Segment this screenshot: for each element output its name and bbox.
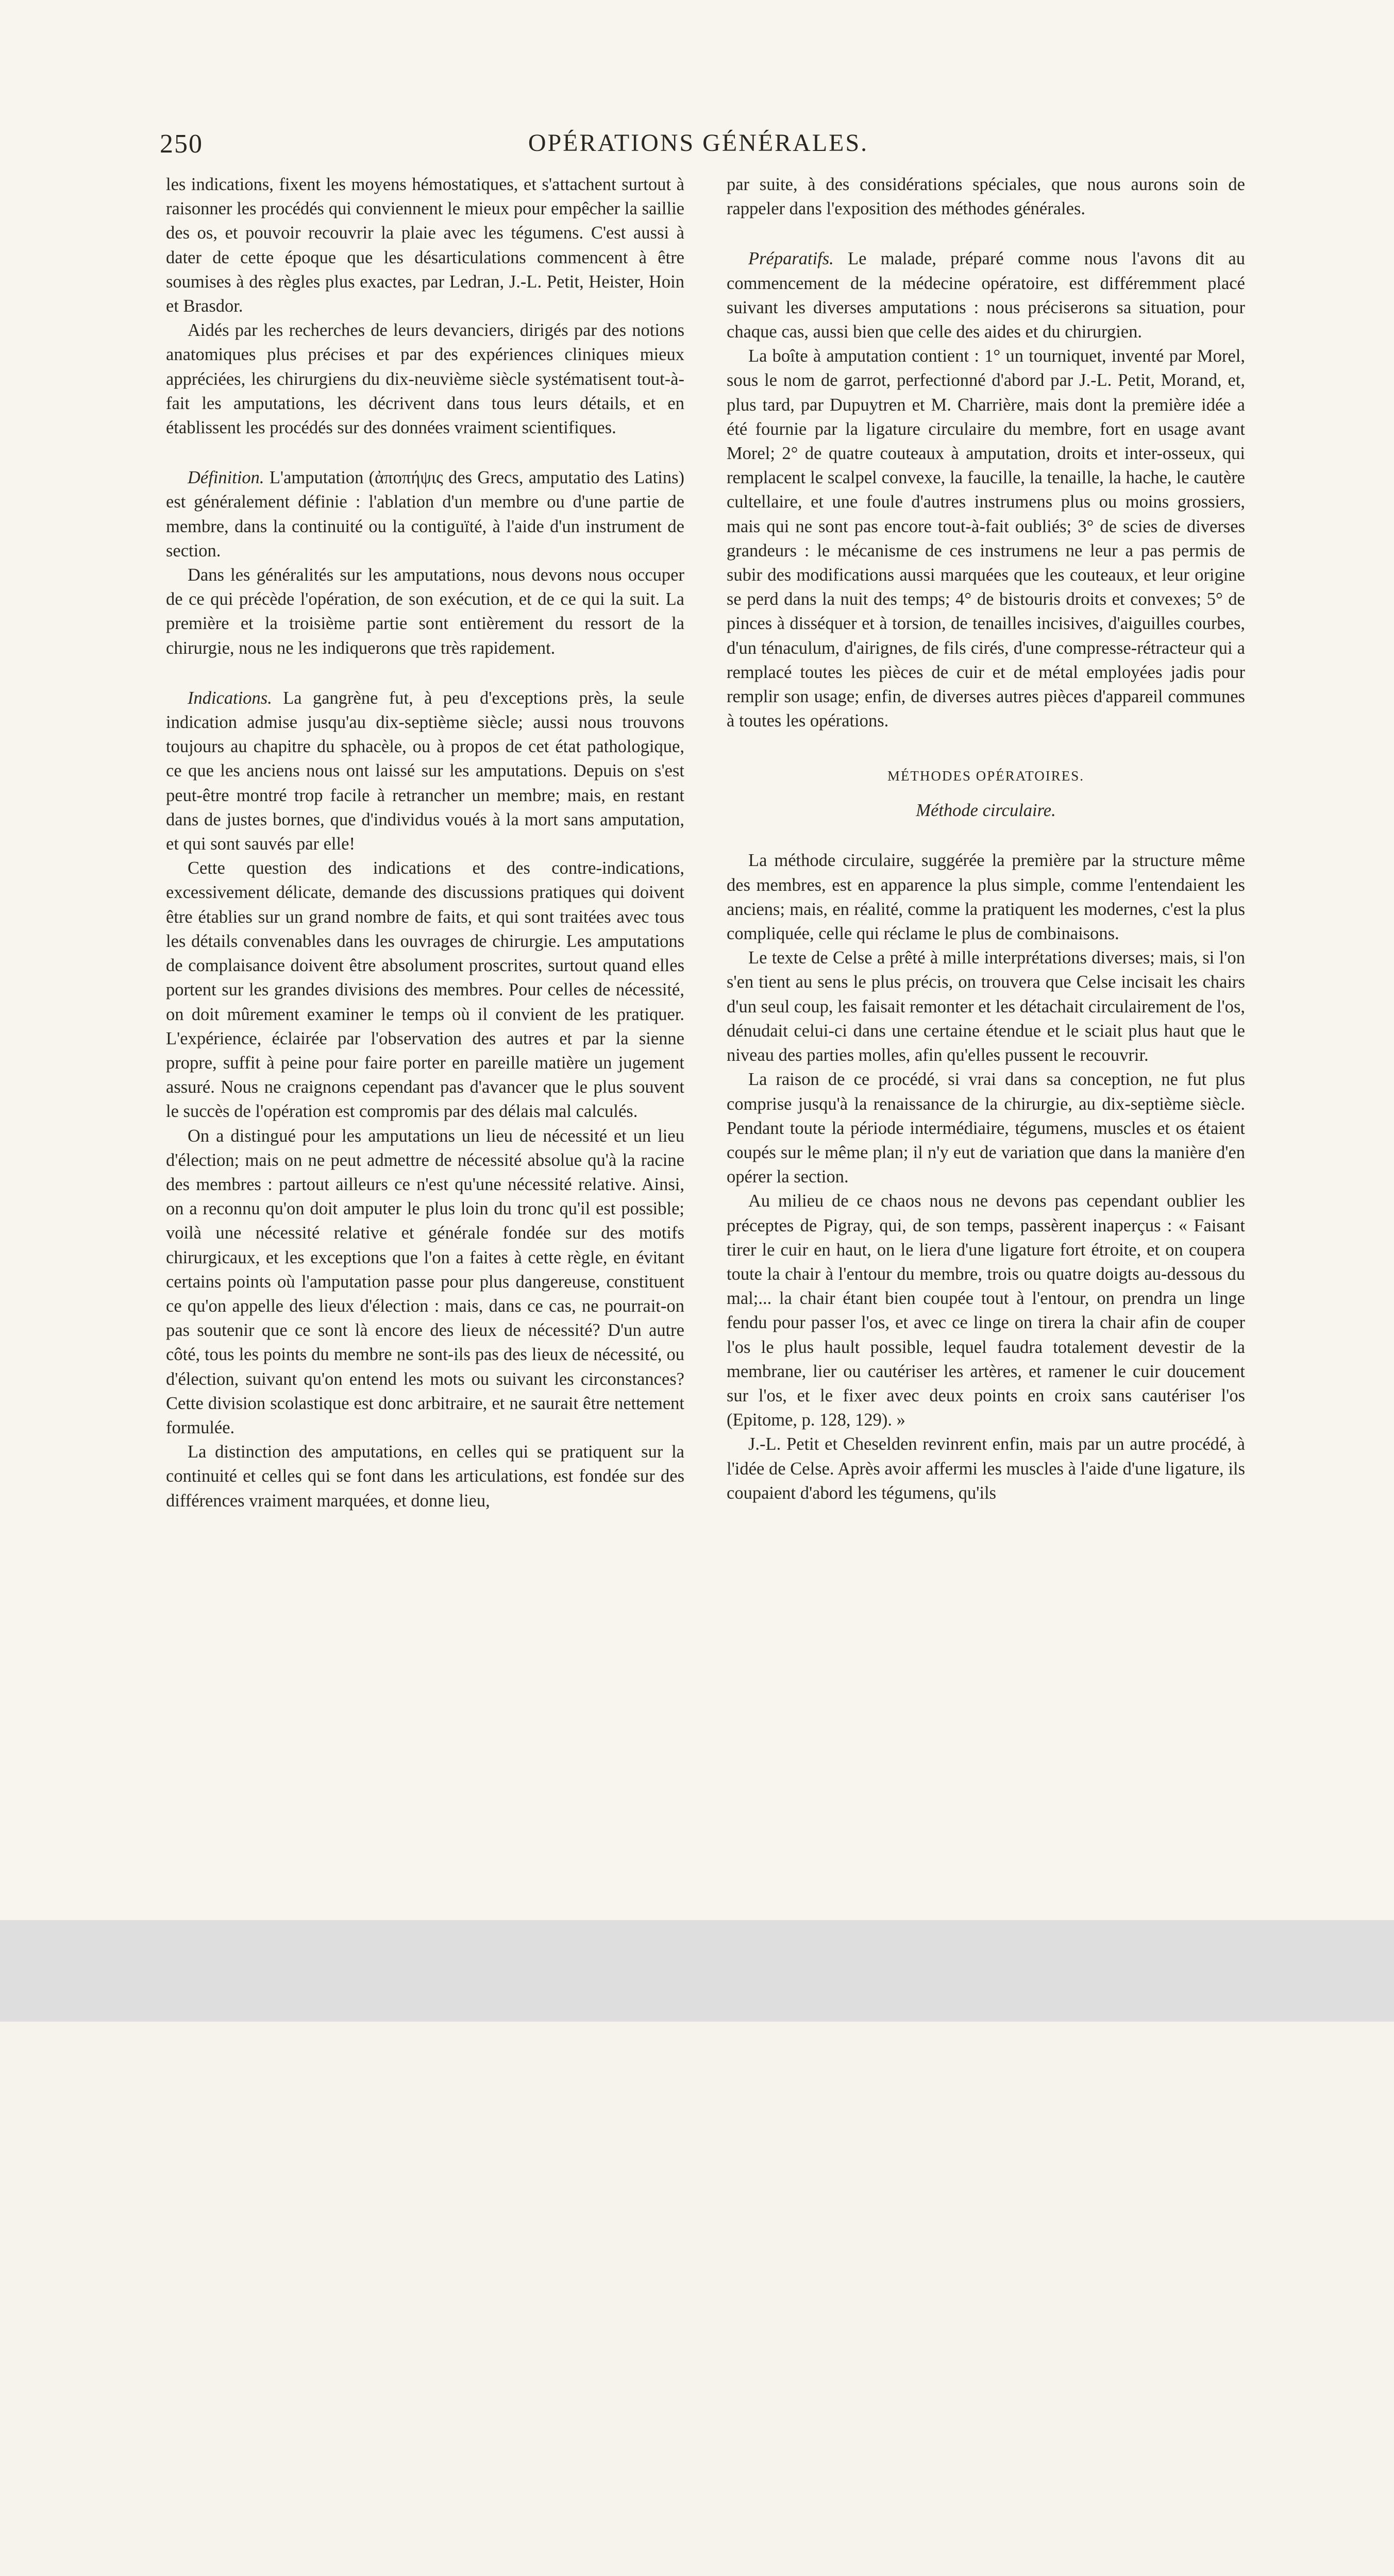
- paragraph: les indications, fixent les moyens hémostatiques, et s'attachent surtout à raisonner les procédés qui conviennent le mieux pour empêcher la saillie des os, et pouvoir recouvrir la plaie avec les tégumens. C'est aussi à dater de cette époque que les désarticulations commencent à être soumises à des règles plus exactes, par Ledran, J.-L. Petit, Heister, Hoin et Brasdor.: [166, 175, 684, 316]
- section-label: Définition.: [188, 468, 264, 488]
- page-header: [155, 129, 1242, 165]
- section-heading: MÉTHODES OPÉRATOIRES.: [887, 768, 1085, 784]
- paragraph: Cette question des indications et des contre-indications, excessivement délicate, demande des discussions pratiques qui doivent être établies sur un grand nombre de faits, et qui sont traitées avec tous les détails convenables dans les ouvrages de chirurgie. Les amputations de complaisance doivent être absolument proscrites, surtout quand elles portent sur les grandes divisions des membres. Pour celles de nécessité, on doit mûrement examiner le temps où il convient de les pratiquer. L'expérience, éclairée par l'observation des autres et par la sienne propre, suffit à peine pour faire porter en pareille matière un jugement assuré. Nous ne craignons cependant pas d'avancer que le plus souvent le succès de l'opération est compromis par des délais mal calculés.: [166, 858, 684, 1122]
- paragraph: La méthode circulaire, suggérée la première par la structure même des membres, est en apparence la plus simple, comme l'entendaient les anciens; mais, en réalité, comme la pratiquent les modernes, c'est la plus compliquée, celle qui réclame le plus de combinaisons.: [727, 851, 1245, 944]
- paragraph: La boîte à amputation contient : 1° un tourniquet, inventé par Morel, sous le nom de garrot, perfectionné d'abord par J.-L. Petit, Morand, et, plus tard, par Dupuytren et M. Charrière, mais dont la première idée a été fournie par la ligature circulaire du membre, fort en usage avant Morel; 2° de quatre couteaux à amputation, droits et inter-osseux, qui remplacent le scalpel convexe, la faucille, la tenaille, la hache, le cautère cultellaire, et une foule d'autres instrumens plus ou moins grossiers, mais qui ne sont pas encore tout-à-fait oubliés; 3° de scies de diverses grandeurs : le mécanisme de ces instrumens ne leur a pas permis de subir des modifications aussi marquées que les couteaux, et leur origine se perd dans la nuit des temps; 4° de bistouris droits et convexes; 5° de pinces à disséquer et à torsion, de tenailles incisives, d'aiguilles courbes, d'un ténaculum, d'airignes, de fils cirés, d'une compresse-rétracteur qui a remplacé toutes les pièces de cuir et de métal employées jadis pour remplir son usage; enfin, de diverses autres pièces d'appareil communes à toutes les opérations.: [727, 346, 1245, 731]
- paragraph: On a distingué pour les amputations un lieu de nécessité et un lieu d'élection; mais on ne peut admettre de nécessité absolue qu'à la racine des membres : partout ailleurs ce n'est qu'une nécessité relative. Ainsi, on a reconnu qu'on doit amputer le plus loin du tronc qu'il est possible; voilà une nécessité relative et générale fondée sur des motifs chirurgicaux, et les exceptions que l'on a faites à cette règle, en évitant certains points où l'amputation passe pour plus dangereuse, constituent ce qu'on appelle des lieux d'élection : mais, dans ce cas, ne pourrait-on pas soutenir que ce sont là encore des lieux de nécessité? D'un autre côté, tous les points du membre ne sont-ils pas des lieux de nécessité, ou d'élection, suivant qu'on entend les mots ou suivant les circonstances? Cette division scolastique est donc arbitraire, et ne saurait être nettement formulée.: [166, 1126, 684, 1437]
- paragraph: Au milieu de ce chaos nous ne devons pas cependant oublier les préceptes de Pigray, qui, de son temps, passèrent inaperçus : « Faisant tirer le cuir en haut, on le liera d'une ligature fort étroite, et on coupera toute la chair à l'entour du membre, trois ou quatre doigts au-dessous du mal;... la chair étant bien coupée tout à l'entour, on prendra un linge fendu pour passer l'os, et avec ce linge on tirera la chair afin de couper l'os le plus hault possible, lequel faudra totalement devestir de la membrane, lier ou cautériser les artères, et ramener le cuir doucement sur l'os, et le fixer avec deux points en croix sans cautériser l'os (Epitome, p. 128, 129). »: [727, 1191, 1245, 1430]
- paragraph: Aidés par les recherches de leurs devanciers, dirigés par des notions anatomiques plus précises et par des expériences cliniques mieux appréciées, les chirurgiens du dix-neuvième siècle systématisent tout-à-fait les amputations, les décrivent dans tous leurs détails, et en établissent les procédés sur des données vraiment scientifiques.: [166, 320, 684, 438]
- digitization-footer: [0, 1920, 1394, 2022]
- paragraph: Le texte de Celse a prêté à mille interprétations diverses; mais, si l'on s'en tient au sens le plus précis, on trouvera que Celse incisait les chairs d'un seul coup, les faisait remonter et les détachait circulairement de l'os, dénudait celui-ci dans une certaine étendue et le sciait plus haut que le niveau des parties molles, afin qu'elles pussent le recouvrir.: [727, 948, 1245, 1065]
- paragraph-preparatifs: Préparatifs. Le malade, préparé comme nous l'avons dit au commencement de la médecine opératoire, est différemment placé suivant les diverses amputations : nous préciserons sa situation, pour chaque cas, aussi bien que celle des aides et du chirurgien.: [727, 249, 1245, 342]
- page-number: 250: [160, 129, 203, 159]
- running-title: OPÉRATIONS GÉNÉRALES.: [528, 129, 869, 157]
- left-column: [166, 173, 684, 1513]
- paragraph: Dans les généralités sur les amputations, nous devons nous occuper de ce qui précède l'opération, de son exécution, et de ce qui la suit. La première et la troisième partie sont entièrement du ressort de la chirurgie, nous ne les indiquerons que très rapidement.: [166, 565, 684, 658]
- section-subheading: Méthode circulaire.: [916, 801, 1056, 821]
- section-label: Indications.: [188, 688, 272, 708]
- paragraph: La distinction des amputations, en celles qui se pratiquent sur la continuité et celles qui se font dans les articulations, est fondée sur des différences vraiment marquées, et donne lieu,: [166, 1442, 684, 1511]
- paragraph: La raison de ce procédé, si vrai dans sa conception, ne fut plus comprise jusqu'à la renaissance de la chirurgie, au dix-septième siècle. Pendant toute la période intermédiaire, tégumens, muscles et os étaient coupés sur le même plan; il n'y eut de variation que dans la manière d'en opérer la section.: [727, 1070, 1245, 1187]
- paragraph-indications: Indications. La gangrène fut, à peu d'exceptions près, la seule indication admise jusqu'au dix-septième siècle; aussi nous trouvons toujours au chapitre du sphacèle, ou à propos de cet état pathologique, ce que les anciens nous ont laissé sur les amputations. Depuis on s'est peut-être montré trop facile à retrancher un membre; mais, en restant dans de justes bornes, que d'individus voués à la mort sans amputation, et qui sont sauvés par elle!: [166, 688, 684, 854]
- paragraph-definition: Définition. L'amputation (ἀποπήψις des Grecs, amputatio des Latins) est généralement définie : l'ablation d'un membre ou d'une partie de membre, dans la continuité ou la contiguïté, à l'aide d'un instrument de section.: [166, 468, 684, 561]
- paragraph: par suite, à des considérations spéciales, que nous aurons soin de rappeler dans l'exposition des méthodes générales.: [727, 175, 1245, 219]
- paragraph: J.-L. Petit et Cheselden revinrent enfin, mais par un autre procédé, à l'idée de Celse. Après avoir affermi les muscles à l'aide d'une ligature, ils coupaient d'abord les tégumens, qu'ils: [727, 1434, 1245, 1503]
- right-column: [727, 173, 1245, 1505]
- section-label: Préparatifs.: [748, 249, 834, 269]
